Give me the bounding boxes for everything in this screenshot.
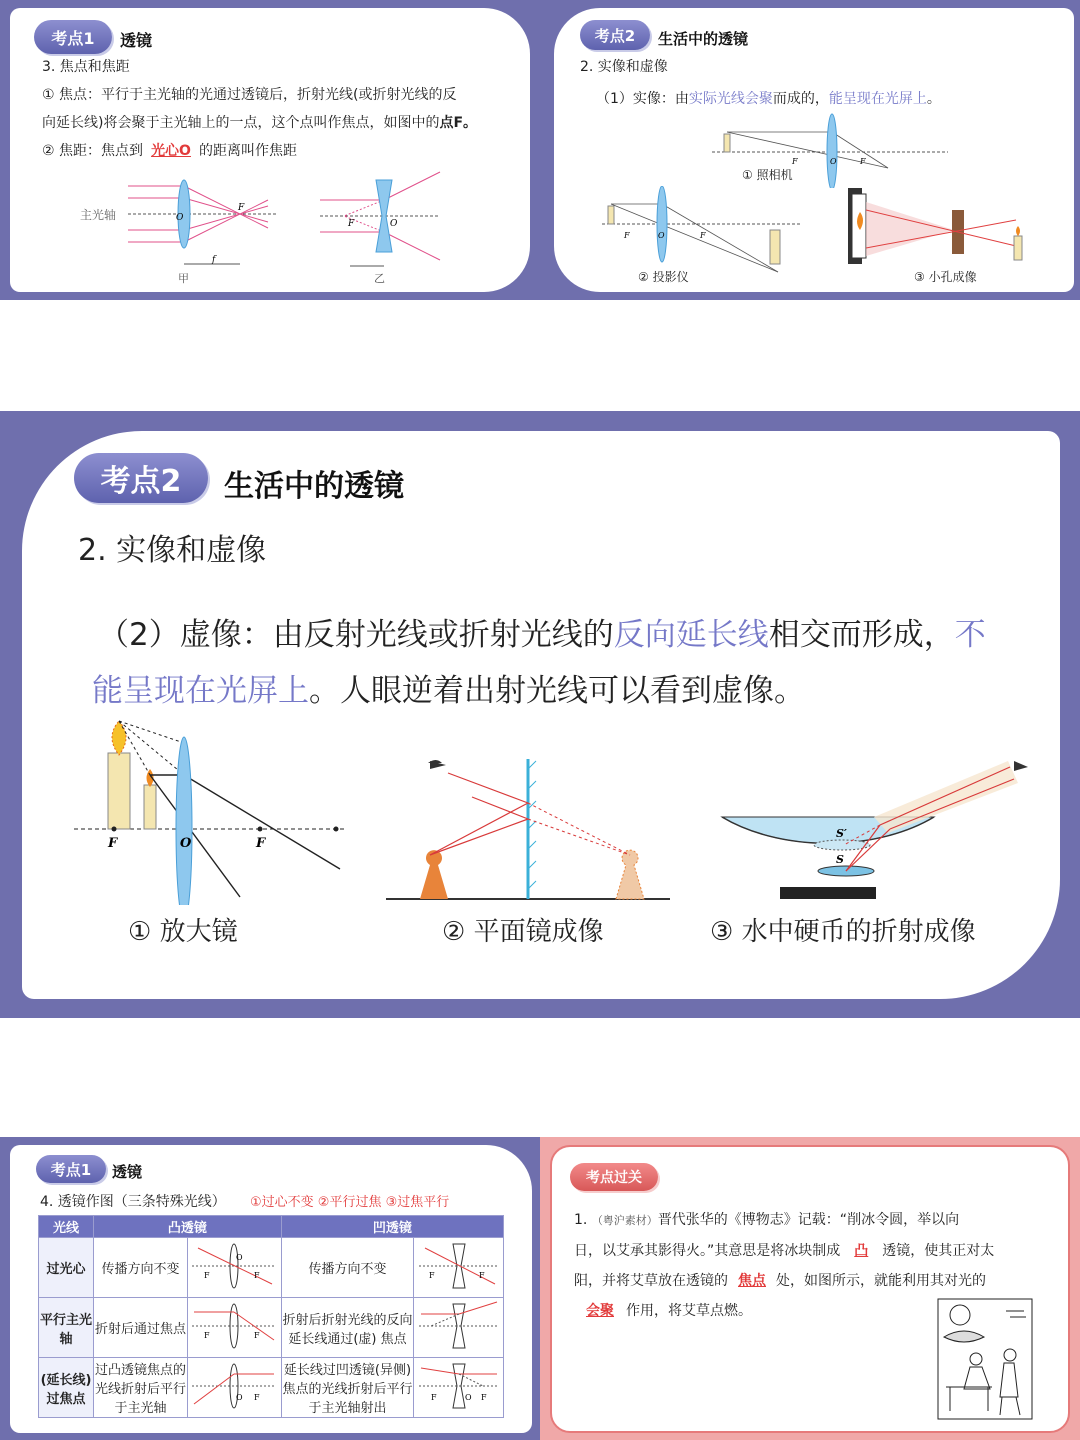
table-row bbox=[39, 1298, 504, 1358]
svg-text:F: F bbox=[254, 1392, 260, 1402]
header-convex: 凸透镜 bbox=[94, 1216, 282, 1238]
virtual-image-definition-line1: （2）虚像：由反射光线或折射光线的反向延长线相交而形成，不 bbox=[98, 617, 986, 653]
figure-label-b: 乙 bbox=[374, 272, 385, 285]
slide-real-image bbox=[546, 0, 1080, 300]
answer-optical-center: 光心O bbox=[151, 143, 191, 159]
figure-label-a: 甲 bbox=[178, 272, 189, 285]
section-subtitle: 4. 透镜作图（三条特殊光线） bbox=[40, 1194, 226, 1210]
svg-text:F: F bbox=[254, 1270, 260, 1280]
svg-text:O: O bbox=[236, 1392, 243, 1402]
slide-card bbox=[10, 8, 530, 292]
section-subtitle: 3. 焦点和焦距 bbox=[42, 59, 130, 75]
focus-definition-line2: 向延长线)将会聚于主光轴上的一点，这个点叫作焦点，如图中的点F。 bbox=[42, 115, 478, 131]
section-subtitle: 2. 实像和虚像 bbox=[580, 59, 668, 75]
svg-text:F: F bbox=[792, 157, 798, 166]
svg-text:O: O bbox=[830, 157, 837, 166]
table-row bbox=[39, 1358, 504, 1418]
svg-text:F: F bbox=[204, 1270, 210, 1280]
convex-ray-diagram bbox=[187, 1238, 281, 1298]
topic-title: 透镜 bbox=[120, 31, 153, 50]
convex-rule: 过凸透镜焦点的光线折射后平行于主光轴 bbox=[94, 1358, 188, 1418]
concave-ray-diagram bbox=[414, 1238, 504, 1298]
topic-badge: 考点1 bbox=[34, 20, 112, 54]
svg-text:F: F bbox=[428, 1270, 435, 1280]
svg-text:F: F bbox=[860, 157, 866, 166]
concave-rule: 延长线过凹透镜(异侧)焦点的光线折射后平行于主光轴射出 bbox=[281, 1358, 414, 1418]
coin-refraction-diagram bbox=[718, 753, 1038, 903]
slide-card bbox=[22, 431, 1060, 999]
answer-blank-1: 凸 bbox=[854, 1243, 869, 1259]
handwritten-notes: ①过心不变 ②平行过焦 ③过焦平行 bbox=[250, 1195, 450, 1210]
concave-lens-focus-diagram bbox=[320, 166, 450, 276]
topic-title: 生活中的透镜 bbox=[658, 30, 749, 48]
section-subtitle: 2. 实像和虚像 bbox=[78, 533, 267, 568]
projector-diagram bbox=[602, 186, 812, 276]
coin-refraction-caption: ③ 水中硬币的折射成像 bbox=[710, 917, 976, 947]
slide-exercise bbox=[540, 1137, 1080, 1440]
svg-text:F: F bbox=[348, 219, 355, 229]
projector-caption: ② 投影仪 bbox=[638, 270, 689, 284]
svg-text:O: O bbox=[176, 213, 184, 223]
convex-ray-diagram bbox=[187, 1358, 281, 1418]
topic-title: 生活中的透镜 bbox=[224, 469, 404, 504]
svg-text:S: S bbox=[836, 853, 844, 866]
pinhole-diagram bbox=[844, 186, 1034, 268]
svg-text:O: O bbox=[236, 1252, 243, 1262]
pinhole-caption: ③ 小孔成像 bbox=[914, 270, 977, 284]
virtual-image-definition-line2: 能呈现在光屏上。人眼逆着出射光线可以看到虚像。 bbox=[92, 673, 805, 709]
svg-text:F: F bbox=[256, 836, 266, 851]
row-label: 平行主光轴 bbox=[39, 1298, 94, 1358]
slide-card bbox=[554, 8, 1074, 292]
header-concave: 凹透镜 bbox=[281, 1216, 503, 1238]
concave-ray-diagram bbox=[414, 1298, 504, 1358]
question-text: 1. （粤沪素材）晋代张华的《博物志》记载：“削冰令圆，举以向 日，以艾承其影得火。”其意思是将冰块制成 凸 透镜，使其正对太 阳，并将艾草放在透镜的 焦点 处，如图所示，就能利用其对光的 会聚 作用，将艾草点燃。 bbox=[574, 1205, 1056, 1326]
slide-lens-drawing bbox=[0, 1137, 540, 1440]
principal-axis-label: 主光轴 bbox=[80, 208, 117, 222]
svg-text:O: O bbox=[658, 231, 665, 240]
plane-mirror-caption: ② 平面镜成像 bbox=[442, 917, 604, 947]
svg-text:F: F bbox=[430, 1392, 437, 1402]
svg-text:O: O bbox=[464, 1392, 472, 1402]
concave-rule: 传播方向不变 bbox=[281, 1238, 414, 1298]
slide-card bbox=[550, 1145, 1070, 1433]
svg-text:O: O bbox=[390, 219, 398, 229]
svg-text:F: F bbox=[480, 1392, 487, 1402]
svg-text:f: f bbox=[212, 255, 216, 265]
focal-length-definition: ② 焦距：焦点到 光心O 的距离叫作焦距 bbox=[42, 140, 297, 160]
svg-text:F: F bbox=[478, 1270, 485, 1280]
topic-badge: 考点2 bbox=[74, 453, 208, 503]
exercise-badge: 考点过关 bbox=[570, 1163, 658, 1191]
convex-rule: 折射后通过焦点 bbox=[94, 1298, 188, 1358]
table-row bbox=[39, 1238, 504, 1298]
svg-text:F: F bbox=[254, 1330, 260, 1340]
camera-caption: ① 照相机 bbox=[742, 168, 793, 182]
slide-focus bbox=[0, 0, 546, 300]
svg-text:S′: S′ bbox=[836, 827, 847, 840]
topic-badge: 考点1 bbox=[36, 1155, 106, 1183]
topic-title: 透镜 bbox=[112, 1163, 143, 1181]
ice-lens-illustration bbox=[936, 1297, 1034, 1421]
convex-ray-diagram bbox=[187, 1298, 281, 1358]
svg-text:F: F bbox=[624, 231, 630, 240]
svg-text:O: O bbox=[180, 836, 192, 851]
concave-rule: 折射后折射光线的反向延长线通过(虚) 焦点 bbox=[281, 1298, 414, 1358]
svg-text:F: F bbox=[700, 231, 706, 240]
magnifier-diagram bbox=[74, 715, 354, 905]
row-label: (延长线)过焦点 bbox=[39, 1358, 94, 1418]
slide-virtual-image bbox=[0, 411, 1080, 1018]
plane-mirror-diagram bbox=[386, 749, 676, 909]
real-image-definition: （1）实像：由实际光线会聚而成的，能呈现在光屏上。 bbox=[596, 91, 941, 107]
table-header-row bbox=[39, 1216, 504, 1238]
answer-blank-2: 焦点 bbox=[738, 1273, 766, 1289]
convex-rule: 传播方向不变 bbox=[94, 1238, 188, 1298]
slide-card bbox=[10, 1145, 532, 1433]
answer-blank-3: 会聚 bbox=[586, 1303, 614, 1319]
svg-text:F: F bbox=[204, 1330, 210, 1340]
focus-definition-line1: ① 焦点：平行于主光轴的光通过透镜后，折射光线(或折射光线的反 bbox=[42, 87, 457, 103]
special-rays-table bbox=[38, 1215, 504, 1418]
header-ray: 光线 bbox=[39, 1216, 94, 1238]
row-label: 过光心 bbox=[39, 1238, 94, 1298]
concave-ray-diagram bbox=[414, 1358, 504, 1418]
topic-badge: 考点2 bbox=[580, 20, 650, 50]
convex-lens-focus-diagram bbox=[128, 176, 328, 286]
svg-text:F: F bbox=[108, 836, 118, 851]
magnifier-caption: ① 放大镜 bbox=[128, 917, 238, 947]
svg-text:F: F bbox=[238, 203, 245, 213]
